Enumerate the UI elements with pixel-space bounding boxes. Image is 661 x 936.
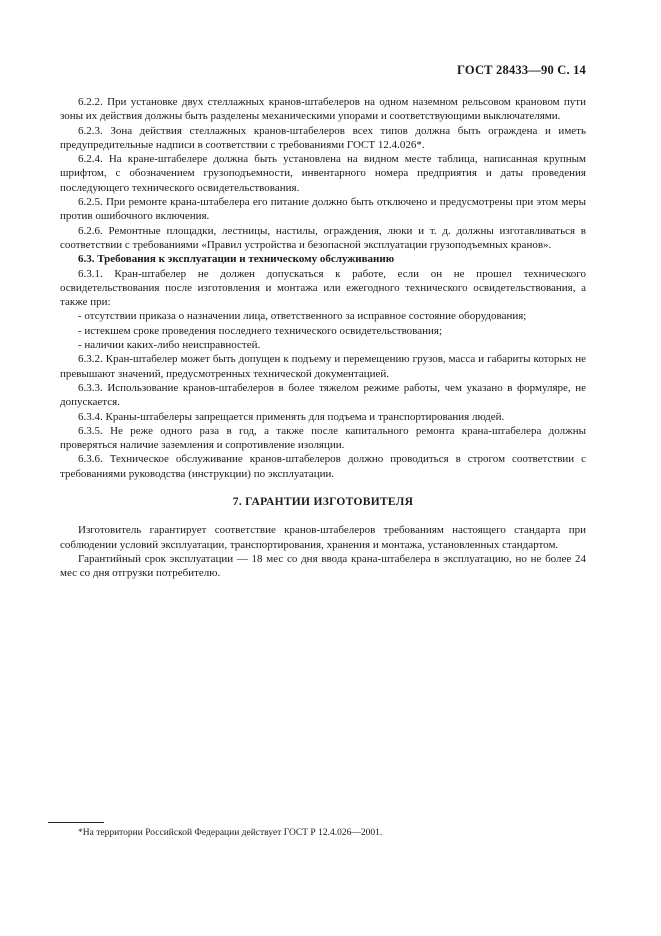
paragraph-6-3-5: 6.3.5. Не реже одного раза в год, а также после капитального ремонта крана-штабелера должны проверяться наличие заземления и сопротивление изоляции. xyxy=(60,424,586,452)
list-item: - истекшем сроке проведения последнего технического освидетельствования; xyxy=(78,324,443,337)
paragraph-6-2-6: 6.2.6. Ремонтные площадки, лестницы, настилы, ограждения, люки и т. д. должны изготавливаться в соответствии с требованиями «Правил устройства и безопасной эксплуатации грузоподъемных кранов». xyxy=(60,224,586,251)
paragraph-7-2: Гарантийный срок эксплуатации — 18 мес со дня ввода крана-штабелера в эксплуатацию, но не более 24 мес со дня отгрузки потребителю. xyxy=(60,552,586,580)
paragraph-6-3-1: 6.3.1. Кран-штабелер не должен допускаться к работе, если он не прошел технического освидетельствования после изготовления и монтажа или ежегодного технического освидетельствования, а также при: xyxy=(60,267,586,309)
paragraph-6-2-5: 6.2.5. При ремонте крана-штабелера его питание должно быть отключено и предусмотрены при этом меры против ошибочного включения. xyxy=(60,196,586,223)
footnote: *На территории Российской Федерации действует ГОСТ Р 12.4.026—2001. xyxy=(78,828,383,838)
paragraph-6-3-4: 6.3.4. Краны-штабелеры запрещается применять для подъема и транспортирования людей. xyxy=(78,410,505,423)
paragraph-6-2-4: 6.2.4. На кране-штабелере должна быть установлена на видном месте таблица, написанная крупным шрифтом, с обозначением грузоподъемности, инвентарного номера предприятия и даты проведения последующего технического освидетельствования. xyxy=(60,153,586,194)
document-body xyxy=(60,95,586,581)
footnote-divider xyxy=(48,822,104,823)
section-7-title: 7. ГАРАНТИИ ИЗГОТОВИТЕЛЯ xyxy=(232,496,414,509)
page-header: ГОСТ 28433—90 С. 14 xyxy=(457,63,586,77)
subsection-heading-6-3: 6.3. Требования к эксплуатации и техническому обслуживанию xyxy=(78,253,395,266)
list-item: - наличии каких-либо неисправностей. xyxy=(78,339,261,352)
paragraph-6-2-2: 6.2.2. При установке двух стеллажных кранов-штабелеров на одном наземном рельсовом крановом пути зоны их действия должны быть разделены механическими упорами и соответствующими выключателями. xyxy=(60,96,586,123)
paragraph-6-2-3: 6.2.3. Зона действия стеллажных кранов-штабелеров всех типов должна быть ограждена и иметь предупредительные надписи в соответствии с требованиями ГОСТ 12.4.026*. xyxy=(60,124,586,151)
paragraph-6-3-6: 6.3.6. Техническое обслуживание кранов-штабелеров должно проводиться в строгом соответствии с требованиями руководства (инструкции) по эксплуатации. xyxy=(60,453,586,480)
list-item: - отсутствии приказа о назначении лица, ответственного за исправное состояние оборудования; xyxy=(78,310,527,323)
paragraph-6-3-2: 6.3.2. Кран-штабелер может быть допущен к подъему и перемещению грузов, масса и габариты которых не превышают значений, предусмотренных технической документацией. xyxy=(60,353,586,380)
paragraph-6-3-3: 6.3.3. Использование кранов-штабелеров в более тяжелом режиме работы, чем указано в формуляре, не допускается. xyxy=(60,381,586,409)
paragraph-7-1: Изготовитель гарантирует соответствие кранов-штабелеров требованиям настоящего стандарта при соблюдении условий эксплуатации, транспортирования, хранения и монтажа, установленных стандартом. xyxy=(60,524,586,551)
